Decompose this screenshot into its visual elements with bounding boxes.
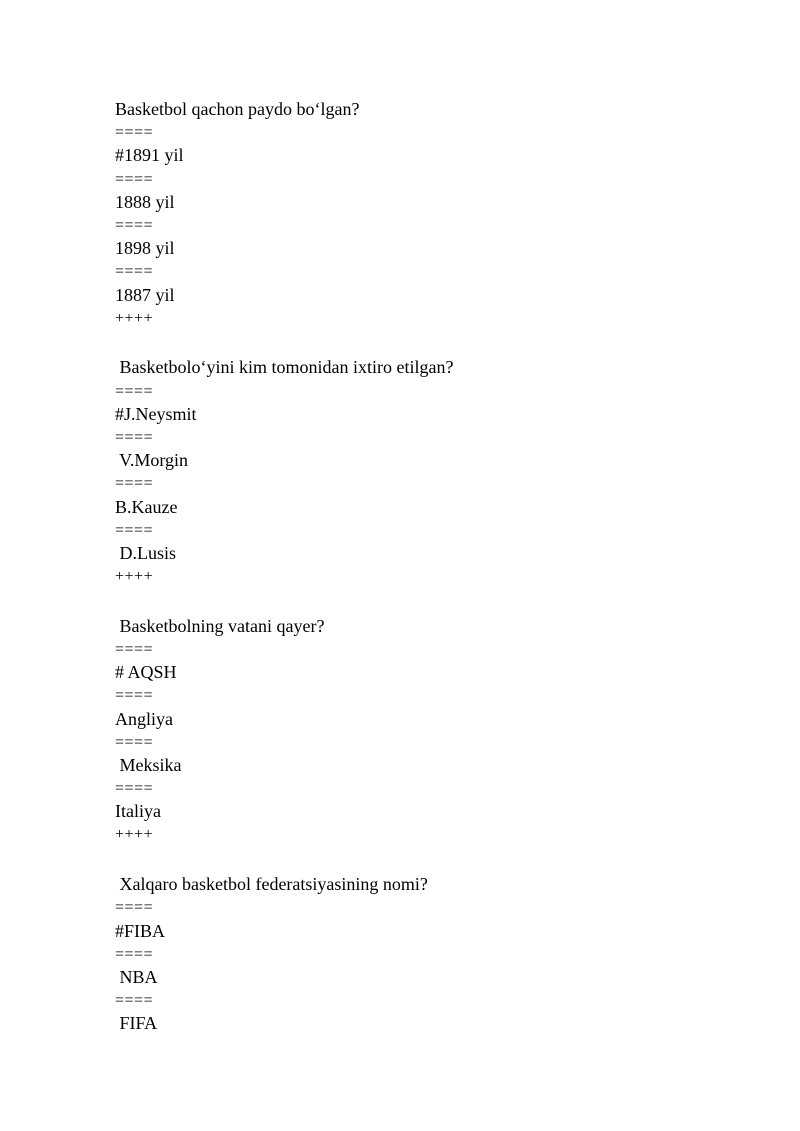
end-marker: ++++ <box>115 568 154 586</box>
question-block-1 <box>115 98 715 330</box>
separator: ==== <box>115 992 154 1010</box>
separator: ==== <box>115 382 154 400</box>
separator: ==== <box>115 263 154 281</box>
separator: ==== <box>115 640 154 658</box>
answer-option: Italiya <box>115 801 161 822</box>
separator: ==== <box>115 733 154 751</box>
question-text: Basketbolo‘yini kim tomonidan ixtiro etilgan? <box>115 357 454 378</box>
separator: ==== <box>115 899 154 917</box>
answer-option: Meksika <box>115 754 182 775</box>
separator: ==== <box>115 124 154 142</box>
separator: ==== <box>115 216 154 234</box>
answer-option: # AQSH <box>115 662 177 683</box>
separator: ==== <box>115 687 154 705</box>
answer-option: #FIBA <box>115 920 166 941</box>
answer-option: D.Lusis <box>115 542 177 563</box>
answer-option: 1888 yil <box>115 191 175 212</box>
answer-option: Angliya <box>115 708 173 729</box>
separator: ==== <box>115 780 154 798</box>
question-text: Xalqaro basketbol federatsiyasining nomi? <box>115 874 428 895</box>
separator: ==== <box>115 945 154 963</box>
answer-option: FIFA <box>115 1013 158 1034</box>
document-content <box>115 98 715 1035</box>
separator: ==== <box>115 475 154 493</box>
end-marker: ++++ <box>115 309 154 327</box>
answer-option: #1891 yil <box>115 145 184 166</box>
separator: ==== <box>115 170 154 188</box>
question-block-2 <box>115 356 715 588</box>
answer-option: V.Morgin <box>115 450 189 471</box>
question-block-3 <box>115 615 715 847</box>
answer-option: NBA <box>115 966 158 987</box>
separator: ==== <box>115 521 154 539</box>
answer-option: 1887 yil <box>115 284 175 305</box>
end-marker: ++++ <box>115 826 154 844</box>
question-text: Basketbolning vatani qayer? <box>115 615 325 636</box>
question-block-4 <box>115 873 715 1035</box>
answer-option: 1898 yil <box>115 238 175 259</box>
answer-option: B.Kauze <box>115 496 178 517</box>
separator: ==== <box>115 428 154 446</box>
answer-option: #J.Neysmit <box>115 403 197 424</box>
question-text: Basketbol qachon paydo bo‘lgan? <box>115 99 360 119</box>
